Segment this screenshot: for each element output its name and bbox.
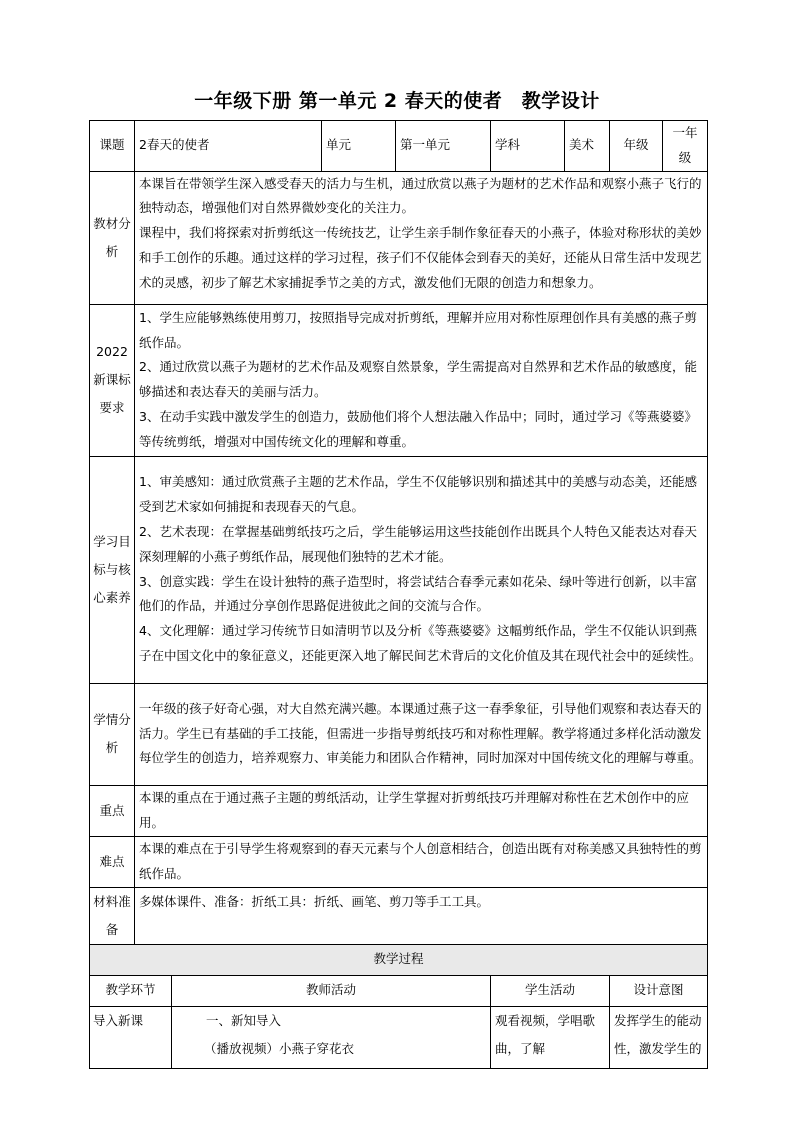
section-content xyxy=(135,171,708,304)
section-label: 难点 xyxy=(90,836,135,887)
process-title: 教学过程 xyxy=(90,944,708,975)
section-label: 重点 xyxy=(90,785,135,836)
col-stage: 教学环节 xyxy=(90,975,172,1006)
section-label: 材料准备 xyxy=(90,887,135,944)
section-content xyxy=(135,785,708,836)
process-title-row xyxy=(90,944,708,975)
subject-label: 学科 xyxy=(491,121,565,172)
col-student: 学生活动 xyxy=(491,975,610,1006)
process-header-row xyxy=(90,975,708,1006)
section-content xyxy=(135,836,708,887)
section-content xyxy=(135,887,708,944)
unit-label: 单元 xyxy=(322,121,396,172)
section-label: 学习目标与核心素养 xyxy=(90,456,135,683)
lesson-plan-table xyxy=(89,120,708,1069)
topic-label: 课题 xyxy=(90,121,135,172)
section-objectives xyxy=(90,456,708,683)
page-title: 一年级下册 第一单元 2 春天的使者 教学设计 xyxy=(194,90,600,112)
paragraph: 本课的重点在于通过燕子主题的剪纸活动，让学生掌握对折剪纸技巧并理解对称性在艺术创作中的应用。 xyxy=(139,789,690,830)
topic-value: 2春天的使者 xyxy=(135,121,322,172)
paragraph: 一年级的孩子好奇心强，对大自然充满兴趣。本课通过燕子这一春季象征，引导他们观察和表达春天的活力。学生已有基础的手工技能，但需进一步指导剪纸技巧和对称性理解。教学将通过多样化活动激发每位学生的创造力，培养观察力、审美能力和团队合作精神，同时加深对中国传统文化的理解与尊重。 xyxy=(139,700,702,766)
section-label: 2022新课标要求 xyxy=(90,304,135,456)
section-standard xyxy=(90,304,708,456)
paragraph: 3、在动手实践中激发学生的创造力，鼓励他们将个人想法融入作品中；同时，通过学习《等燕婆婆》等传统剪纸，增强对中国传统文化的理解和尊重。 xyxy=(139,408,697,449)
paragraph: 3、创意实践：学生在设计独特的燕子造型时，将尝试结合春季元素如花朵、绿叶等进行创新，以丰富他们的作品，并通过分享创作思路促进彼此之间的交流与合作。 xyxy=(139,573,697,614)
paragraph: 课程中，我们将探索对折剪纸这一传统技艺，让学生亲手制作象征春天的小燕子，体验对称形状的美妙和手工创作的乐趣。通过这样的学习过程，孩子们不仅能体会到春天的美好，还能从日常生活中发现艺术的灵感，初步了解艺术家捕捉季节之美的方式，激发他们无限的创造力和想象力。 xyxy=(139,225,702,290)
teacher-line: 一、新知导入 xyxy=(206,1012,282,1028)
section-learners xyxy=(90,683,708,785)
section-content xyxy=(135,683,708,785)
grade-label: 年级 xyxy=(610,121,663,172)
intent-cell: 发挥学生的能动性，激发学生的 xyxy=(610,1006,708,1068)
paragraph: 2、艺术表现：在掌握基础剪纸技巧之后，学生能够运用这些技能创作出既具个人特色又能表达对春天深刻理解的小燕子剪纸作品，展现他们独特的艺术才能。 xyxy=(139,524,697,564)
section-label: 教材分析 xyxy=(90,171,135,304)
section-label: 学情分析 xyxy=(90,683,135,785)
subject-value: 美术 xyxy=(565,121,610,172)
grade-value: 一年级 xyxy=(663,121,708,172)
paragraph: 2、通过欣赏以燕子为题材的艺术作品及观察自然景象，学生需提高对自然界和艺术作品的敏感度，能够描述和表达春天的美丽与活力。 xyxy=(139,359,697,400)
section-content xyxy=(135,304,708,456)
student-cell: 观看视频，学唱歌曲，了解 xyxy=(491,1006,610,1068)
paragraph: 1、审美感知：通过欣赏燕子主题的艺术作品，学生不仅能够识别和描述其中的美感与动态美，还能感受到艺术家如何捕捉和表现春天的气息。 xyxy=(139,474,697,515)
col-teacher: 教师活动 xyxy=(172,975,491,1006)
col-intent: 设计意图 xyxy=(610,975,708,1006)
section-key-point xyxy=(90,785,708,836)
header-row xyxy=(90,121,708,172)
section-material xyxy=(90,171,708,304)
paragraph: 1、学生应能够熟练使用剪刀，按照指导完成对折剪纸，理解并应用对称性原理创作具有美感的燕子剪纸作品。 xyxy=(139,309,697,350)
paragraph: 本课旨在带领学生深入感受春天的活力与生机，通过欣赏以燕子为题材的艺术作品和观察小燕子飞行的独特动态，增强他们对自然界微妙变化的关注力。 xyxy=(139,175,702,216)
teacher-cell xyxy=(172,1006,491,1068)
section-materials xyxy=(90,887,708,944)
stage-cell: 导入新课 xyxy=(90,1006,172,1068)
teacher-line: （播放视频）小燕子穿花衣 xyxy=(204,1040,355,1056)
section-difficulty xyxy=(90,836,708,887)
section-content xyxy=(135,456,708,683)
unit-value: 第一单元 xyxy=(396,121,491,172)
paragraph: 本课的难点在于引导学生将观察到的春天元素与个人创意相结合，创造出既有对称美感又具独特性的剪纸作品。 xyxy=(139,840,702,881)
process-row xyxy=(90,1006,708,1068)
paragraph: 多媒体课件、准备：折纸工具：折纸、画笔、剪刀等手工工具。 xyxy=(139,893,490,909)
paragraph: 4、文化理解：通过学习传统节日如清明节以及分析《等燕婆婆》这幅剪纸作品，学生不仅能认识到燕子在中国文化中的象征意义，还能更深入地了解民间艺术背后的文化价值及其在现代社会中的延续性。 xyxy=(139,623,702,663)
